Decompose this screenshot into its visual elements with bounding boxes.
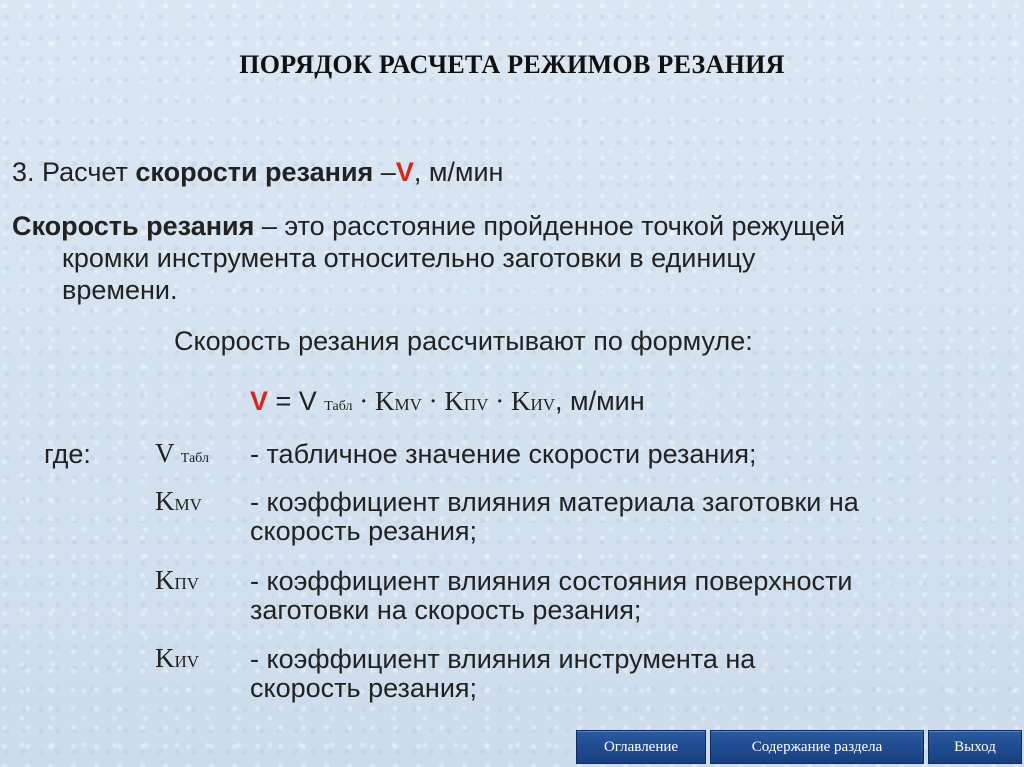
legend-symbol-1	[155, 438, 209, 469]
legend-sub: ИV	[174, 652, 200, 671]
definition-line-2: кромки инструмента относительно заготовки в единицу	[62, 243, 756, 273]
section-number: 3. Расчет	[12, 157, 136, 187]
section-contents-button[interactable]: Содержание раздела	[710, 730, 924, 764]
formula-k1-sub: MV	[394, 395, 422, 414]
formula-k2-sub: ПV	[463, 395, 489, 414]
legend-symbol: K	[155, 486, 175, 516]
legend-symbol: V	[155, 438, 181, 468]
formula-k2: K	[444, 386, 464, 416]
legend-text-2a: - коэффициент влияния материала заготовки на	[250, 487, 859, 517]
formula-unit: , м/мин	[555, 386, 645, 416]
where-label: где:	[44, 439, 91, 469]
formula-v: V	[250, 386, 269, 416]
section-unit: , м/мин	[413, 157, 504, 187]
legend-text-4b: скорость резания;	[250, 673, 478, 703]
formula-intro: Скорость резания рассчитывают по формуле:	[174, 326, 753, 356]
section-dash: –	[373, 157, 396, 187]
formula-tabl: Табл	[324, 399, 353, 414]
legend-symbol-2	[155, 486, 202, 517]
formula-dot-3: ·	[488, 386, 511, 416]
legend-text-1: - табличное значение скорости резания;	[250, 439, 757, 469]
formula	[250, 386, 645, 417]
definition-term: Скорость резания	[12, 211, 255, 241]
exit-button[interactable]: Выход	[928, 730, 1022, 764]
legend-sub: ПV	[174, 574, 200, 593]
definition-rest: – это расстояние пройденное точкой режущей	[254, 211, 846, 241]
formula-dot-1: ·	[352, 386, 375, 416]
definition-line-3: времени.	[62, 275, 178, 305]
formula-dot-2: ·	[421, 386, 445, 416]
legend-symbol-3	[155, 565, 199, 596]
legend-sub: Табл	[180, 451, 209, 466]
legend-symbol: K	[155, 643, 175, 673]
formula-k3-sub: ИV	[530, 395, 556, 414]
legend-symbol: K	[155, 565, 175, 595]
contents-button[interactable]: Оглавление	[576, 730, 706, 764]
section-bold: скорости резания	[135, 157, 374, 187]
legend-text-3b: заготовки на скорость резания;	[250, 595, 642, 625]
legend-sub: MV	[174, 495, 202, 514]
page-title: ПОРЯДОК РАСЧЕТА РЕЖИМОВ РЕЗАНИЯ	[239, 50, 785, 79]
legend-text-4a: - коэффициент влияния инструмента на	[250, 644, 756, 674]
legend-symbol-4	[155, 643, 199, 674]
legend-text-2b: скорость резания;	[250, 516, 478, 546]
definition-line-1	[12, 210, 845, 242]
formula-eq: = V	[268, 386, 325, 416]
formula-k3: K	[510, 386, 531, 416]
legend-text-3a: - коэффициент влияния состояния поверхности	[250, 566, 853, 596]
section-heading	[12, 156, 503, 188]
formula-k1: K	[374, 386, 395, 416]
section-v: V	[395, 157, 414, 187]
